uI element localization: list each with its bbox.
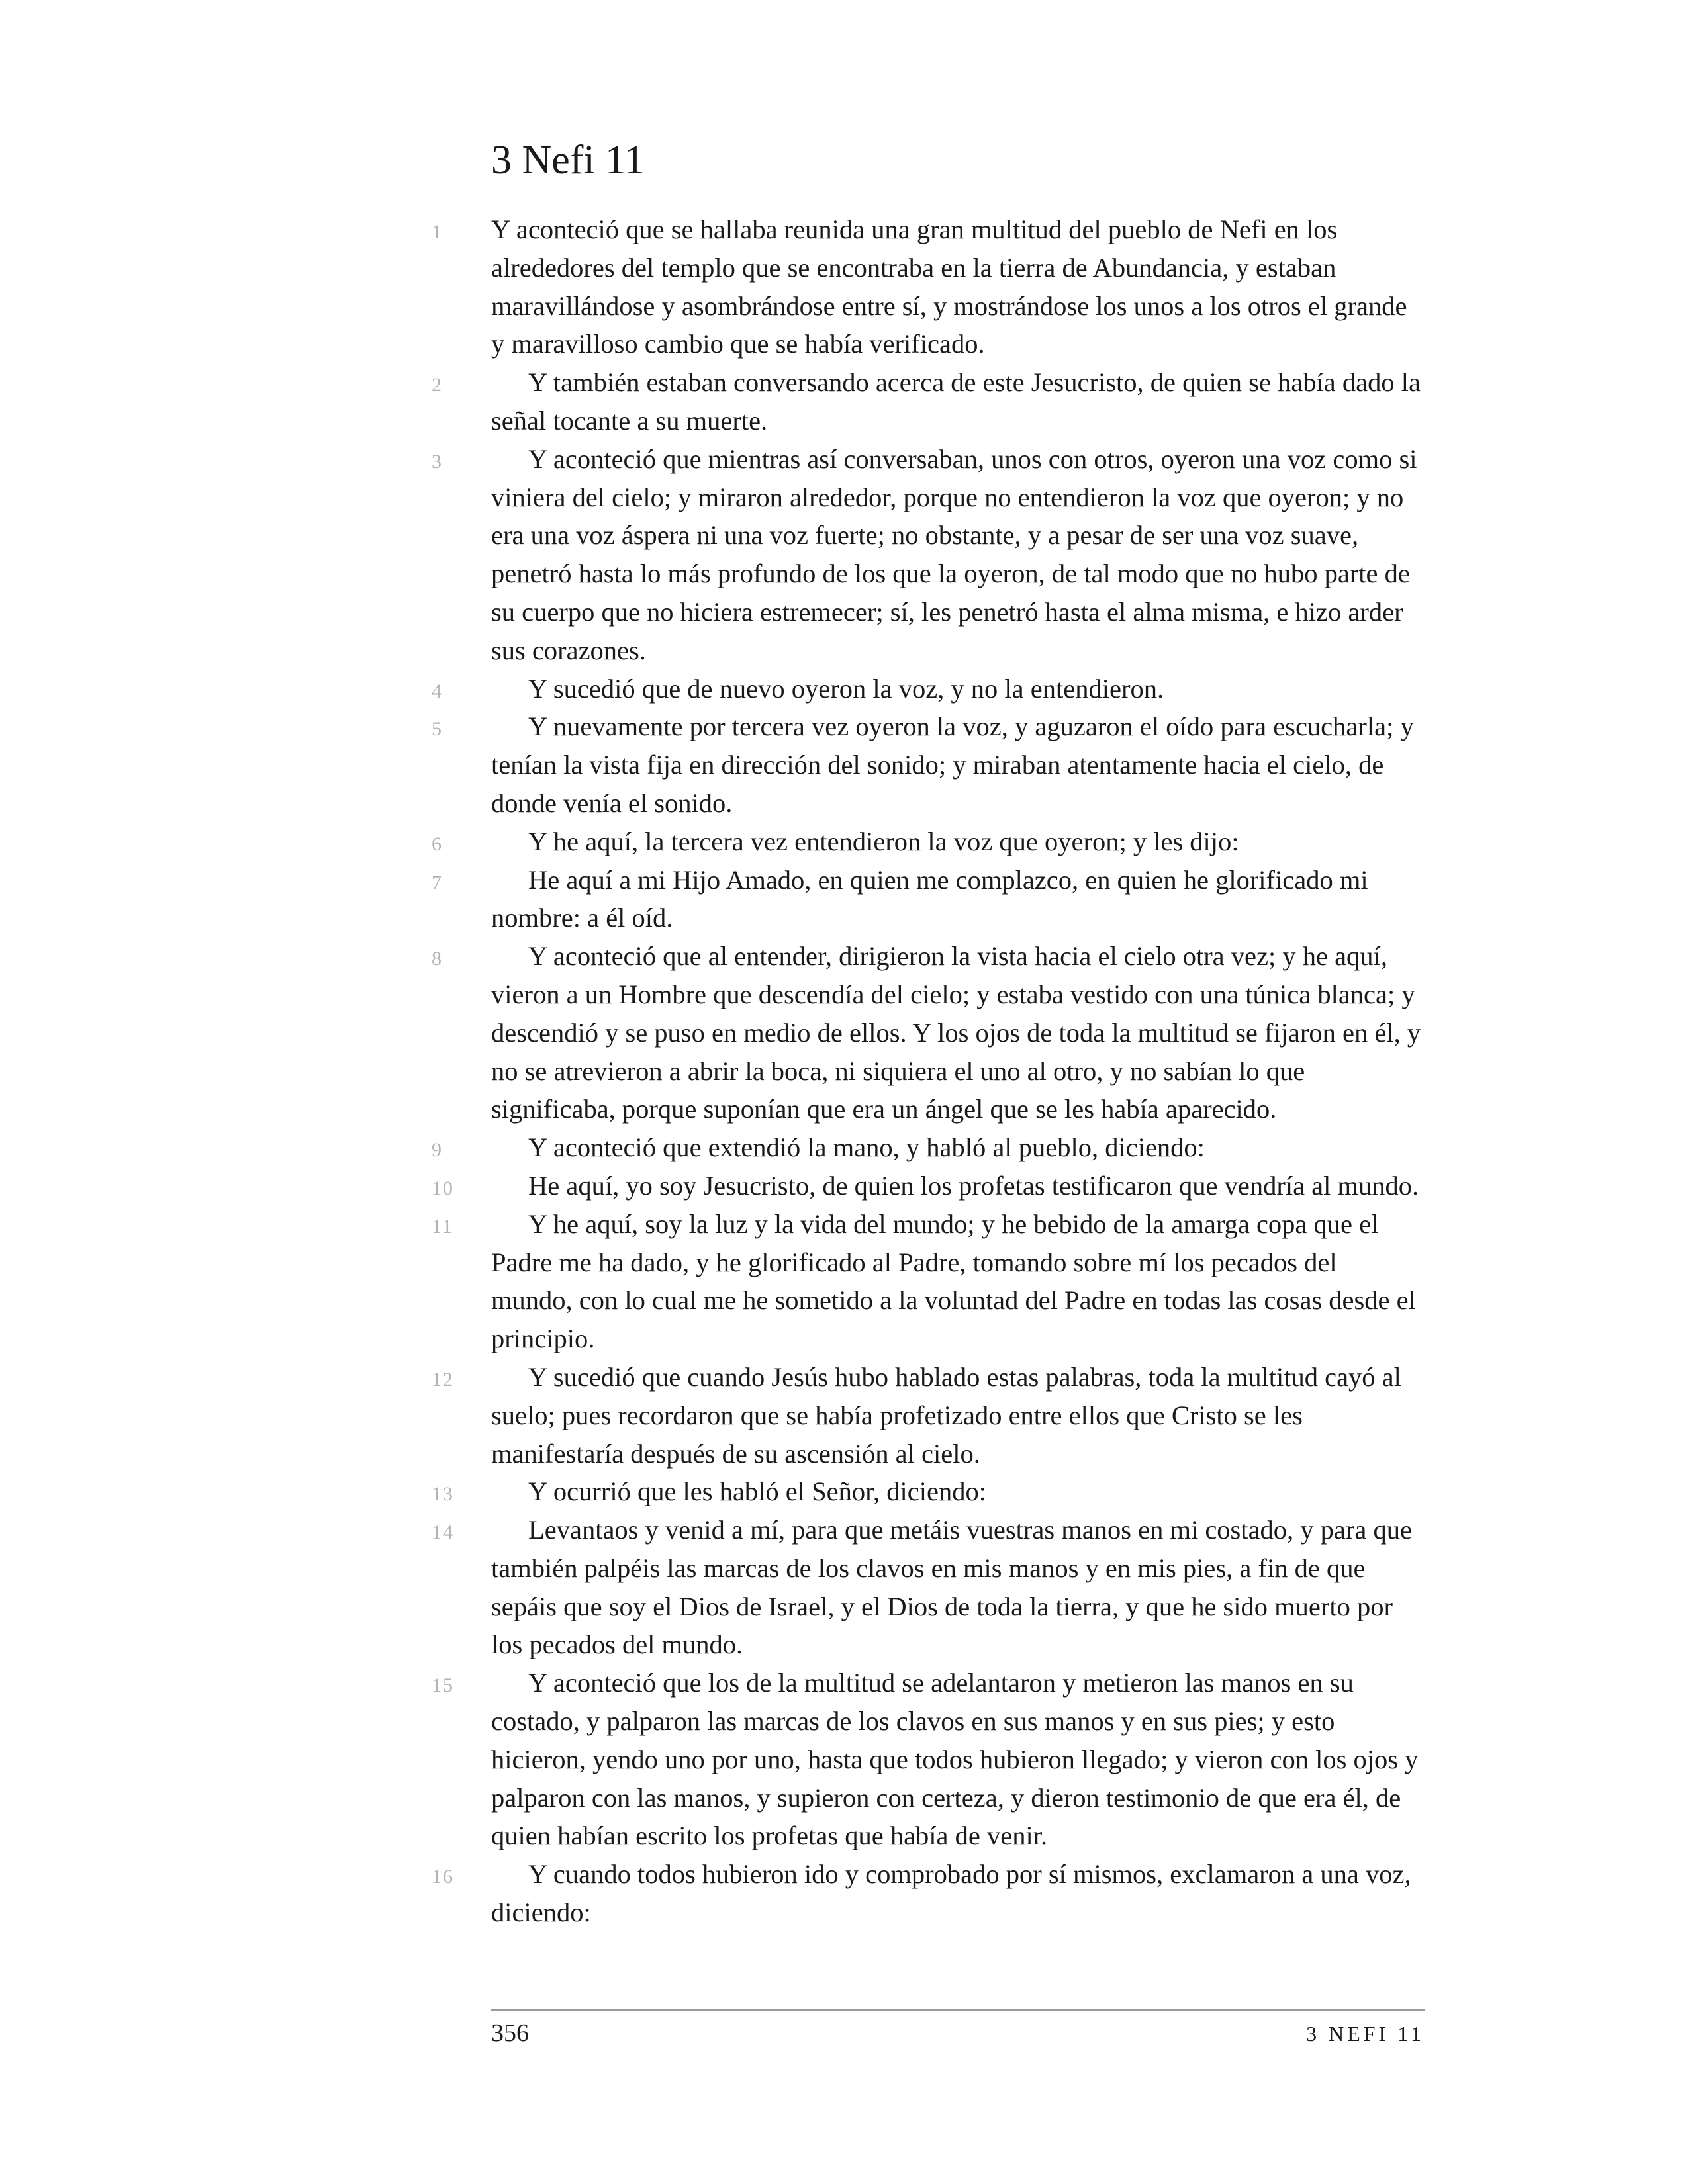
page-number: 356 — [491, 2019, 529, 2047]
verse-text: Y sucedió que de nuevo oyeron la voz, y no la entendieron. — [528, 673, 1164, 704]
verse-text: Y ocurrió que les habló el Señor, diciendo: — [528, 1477, 986, 1507]
verse — [432, 937, 1425, 1128]
verse — [432, 1128, 1425, 1167]
verse — [432, 1358, 1425, 1473]
verse-text: Y nuevamente por tercera vez oyeron la voz, y aguzaron el oído para escucharla; y tenían la vista fija en dirección del sonido; y miraban atentamente hacia el cielo, de donde venía el sonido. — [491, 711, 1414, 818]
verse-text: Y sucedió que cuando Jesús hubo hablado estas palabras, toda la multitud cayó al suelo; pues recordaron que se había profetizado entre ellos que Cristo se les manifestaría después de su ascensión al cielo. — [491, 1361, 1401, 1469]
verse-text: Y he aquí, soy la luz y la vida del mundo; y he bebido de la amarga copa que el Padre me ha dado, y he glorificado al Padre, tomando sobre mí los pecados del mundo, con lo cual me he sometido a la voluntad del Padre en todas las cosas desde el principio. — [491, 1208, 1416, 1354]
verse-number: 1 — [432, 221, 443, 243]
verse-number: 9 — [432, 1139, 443, 1161]
verse-text: He aquí, yo soy Jesucristo, de quien los profetas testificaron que vendría al mundo. — [528, 1170, 1419, 1201]
verse-text: He aquí a mi Hijo Amado, en quien me complazco, en quien he glorificado mi nombre: a él oíd. — [491, 864, 1368, 933]
verse-number: 14 — [432, 1522, 454, 1544]
footer-divider — [491, 2009, 1425, 2011]
verse-text: Levantaos y venid a mí, para que metáis vuestras manos en mi costado, y para que también palpéis las marcas de los clavos en mis manos y en mis pies, a fin de que sepáis que soy el Dios de Israel, y el Dios de toda la tierra, y que he sido muerto por los pecados del mundo. — [491, 1515, 1412, 1660]
verse — [432, 210, 1425, 363]
verse-text: Y aconteció que mientras así conversaban, unos con otros, oyeron una voz como si viniera del cielo; y miraron alrededor, porque no entendieron la voz que oyeron; y no era una voz áspera ni una voz fuerte; no obstante, y a pesar de ser una voz suave, penetró hasta lo más profundo de los que la oyeron, de tal modo que no hubo parte de su cuerpo que no hiciera estremecer; sí, les penetró hasta el alma misma, e hizo arder sus corazones. — [491, 443, 1417, 665]
verse-text: Y también estaban conversando acerca de este Jesucristo, de quien se había dado la señal tocante a su muerte. — [491, 367, 1421, 435]
verse — [432, 1855, 1425, 1932]
verse — [432, 1473, 1425, 1511]
verse — [432, 861, 1425, 938]
verse-number: 15 — [432, 1674, 454, 1697]
verse — [432, 1511, 1425, 1664]
verse — [432, 1664, 1425, 1855]
verse — [432, 707, 1425, 822]
verse-text: Y aconteció que los de la multitud se adelantaron y metieron las manos en su costado, y palparon las marcas de los clavos en sus manos y en sus pies; y esto hicieron, yendo uno por uno, hasta que todos hubieron llegado; y vieron con los ojos y palparon con las manos, y supieron con certeza, y dieron testimonio de que era él, de quien habían escrito los profetas que había de venir. — [491, 1668, 1419, 1851]
verse-number: 4 — [432, 680, 443, 702]
verse — [432, 1167, 1425, 1205]
verse-number: 2 — [432, 374, 443, 396]
verse-number: 8 — [432, 948, 443, 970]
verse-text: Y cuando todos hubieron ido y comprobado por sí mismos, exclamaron a una voz, diciendo: — [491, 1859, 1411, 1928]
verse-number: 13 — [432, 1483, 454, 1506]
verse — [432, 1205, 1425, 1358]
verse-number: 12 — [432, 1368, 454, 1390]
verse-number: 10 — [432, 1177, 454, 1199]
verse-list — [432, 210, 1425, 1932]
verse-text: Y aconteció que se hallaba reunida una gran multitud del pueblo de Nefi en los alrededores del templo que se encontraba en la tierra de Abundancia, y estaban maravillándose y asombrándose entre sí, y mostrándose los unos a los otros el grande y maravilloso cambio que se había verificado. — [491, 214, 1407, 359]
verse-text: Y aconteció que extendió la mano, y habló al pueblo, diciendo: — [528, 1132, 1205, 1163]
verse — [432, 823, 1425, 861]
page-title: 3 Nefi 11 — [491, 138, 645, 183]
verse-number: 11 — [432, 1215, 453, 1238]
verse-number: 7 — [432, 871, 443, 893]
verse — [432, 440, 1425, 670]
verse-number: 3 — [432, 450, 443, 473]
running-head: 3 NEFI 11 — [1306, 2022, 1425, 2046]
verse-number: 5 — [432, 718, 443, 741]
verse-text: Y aconteció que al entender, dirigieron la vista hacia el cielo otra vez; y he aquí, vieron a un Hombre que descendía del cielo; y estaba vestido con una túnica blanca; y descendió y se puso en medio de ellos. Y los ojos de toda la multitud se fijaron en él, y no se atrevieron a abrir la boca, ni siquiera el uno al otro, y no sabían lo que significaba, porque suponían que era un ángel que se les había aparecido. — [491, 941, 1421, 1124]
verse — [432, 363, 1425, 440]
verse-text: Y he aquí, la tercera vez entendieron la voz que oyeron; y les dijo: — [528, 826, 1239, 856]
verse — [432, 670, 1425, 708]
verse-number: 16 — [432, 1866, 454, 1888]
verse-number: 6 — [432, 833, 443, 855]
